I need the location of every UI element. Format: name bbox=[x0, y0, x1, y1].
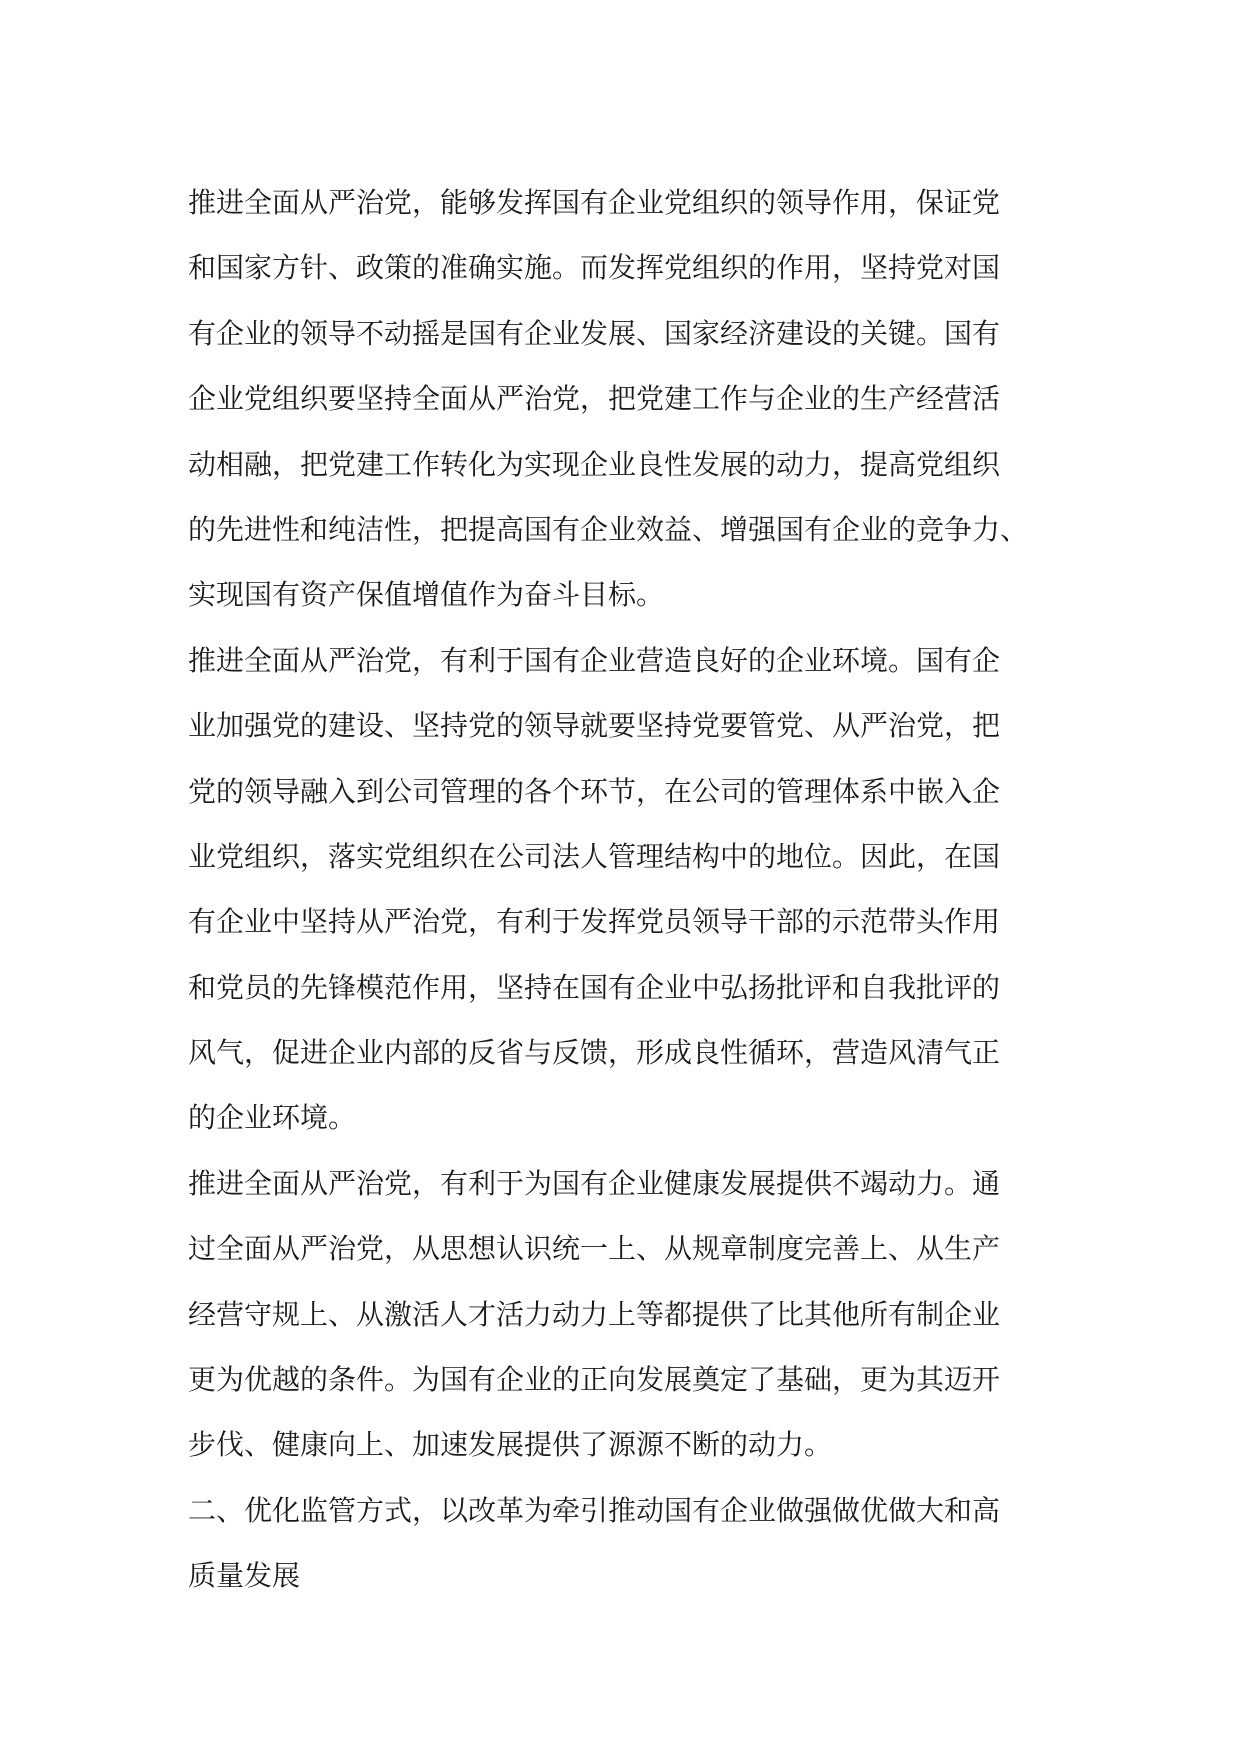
heading-line: 二、优化监管方式，以改革为牵引推动国有企业做强做优做大和高 bbox=[188, 1493, 1001, 1527]
text-line: 更为优越的条件。为国有企业的正向发展奠定了基础，更为其迈开 bbox=[188, 1363, 1001, 1397]
text-line: 风气，促进企业内部的反省与反馈，形成良性循环，营造风清气正 bbox=[188, 1036, 1001, 1070]
text-line: 有企业中坚持从严治党，有利于发挥党员领导干部的示范带头作用 bbox=[188, 905, 1001, 939]
text-line: 推进全面从严治党，能够发挥国有企业党组织的领导作用，保证党 bbox=[188, 186, 1001, 219]
text-line: 推进全面从严治党，有利于为国有企业健康发展提供不竭动力。通 bbox=[188, 1166, 1001, 1200]
paragraph-1 bbox=[188, 170, 1088, 628]
text-line: 推进全面从严治党，有利于国有企业营造良好的企业环境。国有企 bbox=[188, 643, 1001, 677]
text-line: 的先进性和纯洁性，把提高国有企业效益、增强国有企业的竞争力、 bbox=[188, 512, 1029, 546]
text-line: 实现国有资产保值增值作为奋斗目标。 bbox=[188, 578, 665, 612]
text-line: 和国家方针、政策的准确实施。而发挥党组织的作用，坚持党对国 bbox=[188, 251, 1001, 285]
paragraph-2 bbox=[188, 628, 1088, 1151]
section-heading bbox=[188, 1478, 1088, 1609]
text-line: 企业党组织要坚持全面从严治党，把党建工作与企业的生产经营活 bbox=[188, 382, 1001, 416]
document-body bbox=[188, 170, 1088, 1609]
text-line: 和党员的先锋模范作用，坚持在国有企业中弘扬批评和自我批评的 bbox=[188, 970, 1001, 1004]
text-line: 步伐、健康向上、加速发展提供了源源不断的动力。 bbox=[188, 1428, 833, 1462]
text-line: 业党组织，落实党组织在公司法人管理结构中的地位。因此，在国 bbox=[188, 839, 1001, 873]
text-line: 党的领导融入到公司管理的各个环节，在公司的管理体系中嵌入企 bbox=[188, 774, 1001, 808]
text-line: 的企业环境。 bbox=[188, 1101, 357, 1135]
paragraph-3 bbox=[188, 1151, 1088, 1478]
text-line: 过全面从严治党，从思想认识统一上、从规章制度完善上、从生产 bbox=[188, 1232, 1001, 1266]
text-line: 有企业的领导不动摇是国有企业发展、国家经济建设的关键。国有 bbox=[188, 316, 1001, 350]
text-line: 业加强党的建设、坚持党的领导就要坚持党要管党、从严治党，把 bbox=[188, 709, 1001, 743]
heading-line: 质量发展 bbox=[188, 1559, 301, 1593]
text-line: 经营守规上、从激活人才活力动力上等都提供了比其他所有制企业 bbox=[188, 1297, 1001, 1331]
text-line: 动相融，把党建工作转化为实现企业良性发展的动力，提高党组织 bbox=[188, 447, 1001, 481]
